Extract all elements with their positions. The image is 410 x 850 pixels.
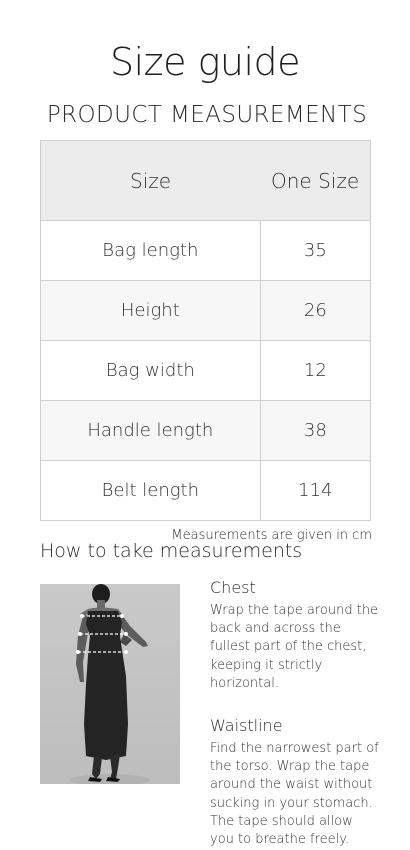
measurement-description: Find the narrowest part of the torso. Wrap the tape around the waist without sucking in your stomach. The tape should allow you to breathe freely. [210,741,379,848]
page-title: Size guide [109,40,301,84]
table-header-size: Size [41,141,261,221]
measurement-unit-note: Measurements are given in cm [171,528,372,543]
measurement-name: Chest [210,578,256,597]
table-row [41,281,371,341]
how-to-title: How to take measurements [40,540,303,562]
row-label: Bag width [41,341,261,401]
row-value: 38 [260,401,370,461]
row-value: 35 [260,221,370,281]
table-header-row [41,141,371,221]
measurement-waistline [210,716,380,849]
size-table [40,140,371,521]
table-header-one-size: One Size [260,141,370,221]
table-row [41,401,371,461]
row-label: Handle length [41,401,261,461]
table-row [41,461,371,521]
row-label: Bag length [41,221,261,281]
table-row [41,221,371,281]
model-silhouette-illustration [40,584,180,784]
row-value: 26 [260,281,370,341]
section-title: PRODUCT MEASUREMENTS [46,102,368,128]
row-label: Belt length [41,461,261,521]
measurement-description: Wrap the tape around the back and across the fullest part of the chest, keeping it strictly horizontal. [210,603,379,691]
measurement-chest [210,578,380,693]
row-label: Height [41,281,261,341]
row-value: 114 [260,461,370,521]
measurement-figure-image [40,584,180,784]
row-value: 12 [260,341,370,401]
measurement-name: Waistline [210,716,283,735]
table-row [41,341,371,401]
